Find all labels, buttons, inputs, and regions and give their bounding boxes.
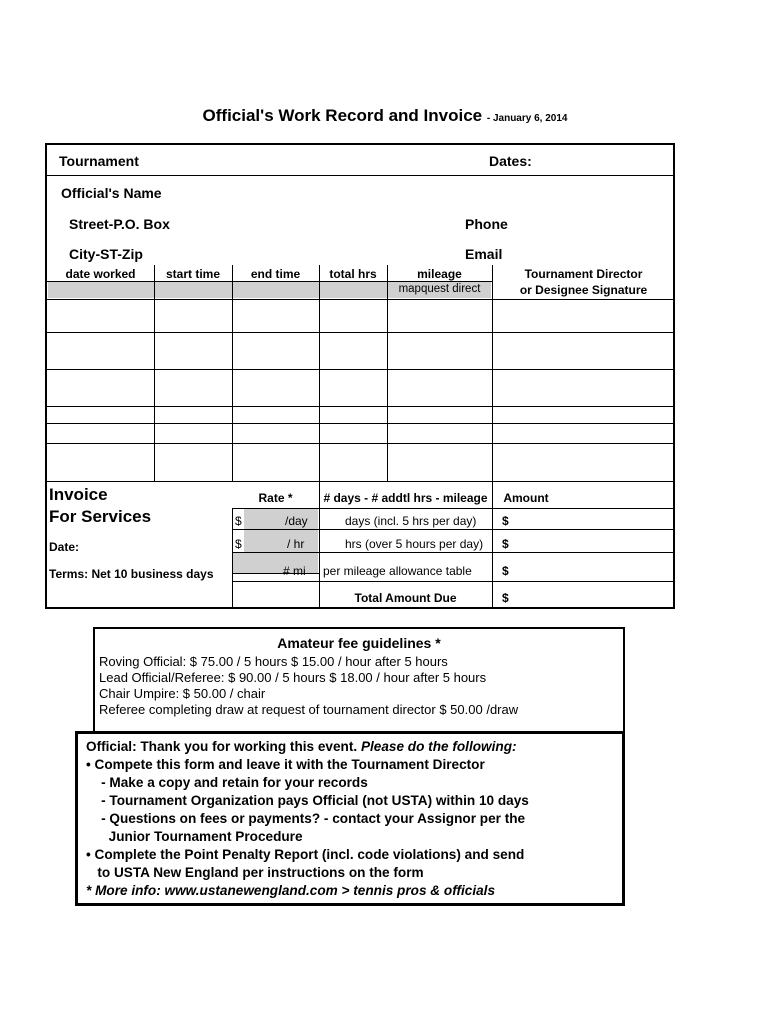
mapquest-note: mapquest direct	[398, 283, 481, 295]
col-director: Tournament Director	[524, 267, 643, 281]
grid-line	[154, 265, 155, 481]
grid-line	[492, 481, 493, 609]
row3-unit: # mi	[283, 564, 306, 578]
grid-line	[47, 481, 675, 482]
row2-dollar: $	[235, 537, 242, 551]
row2-desc: hrs (over 5 hours per day)	[345, 537, 484, 551]
invoice-terms: Terms: Net 10 business days	[49, 567, 214, 581]
more-info-link[interactable]: * More info: www.ustanewengland.com > tennis pros & officials	[86, 883, 496, 898]
thanks-line-4: - Tournament Organization pays Official (not USTA) within 10 days	[86, 793, 529, 808]
rate-cell-hr[interactable]	[244, 530, 318, 552]
row1-desc: days (incl. 5 hrs per day)	[345, 514, 477, 528]
fee-line-chair: Chair Umpire: $ 50.00 / chair	[99, 686, 266, 701]
grid-line	[47, 332, 675, 333]
grid-line	[232, 265, 233, 481]
col-date-worked: date worked	[65, 267, 136, 281]
thanks-please: Please do the following:	[360, 739, 517, 754]
thanks-intro: Official: Thank you for working this event.	[86, 739, 361, 754]
page-title	[0, 106, 770, 126]
thanks-line-7: • Complete the Point Penalty Report (incl. code violations) and send	[86, 847, 525, 862]
fee-line-lead: Lead Official/Referee: $ 90.00 / 5 hours $ 18.00 / hour after 5 hours	[99, 670, 487, 685]
fee-line-referee: Referee completing draw at request of tournament director $ 50.00 /draw	[99, 702, 519, 717]
dates-field[interactable]: Dates:	[489, 153, 532, 169]
grid-line	[47, 443, 675, 444]
thanks-line-5: - Questions on fees or payments? - contact your Assignor per the	[86, 811, 526, 826]
col-total-hrs: total hrs	[329, 267, 377, 281]
days-header: # days - # addtl hrs - mileage	[323, 491, 488, 505]
col-director-2: or Designee Signature	[519, 283, 648, 297]
rate-header: Rate *	[258, 491, 293, 505]
col-end-time: end time	[250, 267, 301, 281]
row1-amount[interactable]: $	[502, 514, 509, 528]
grid-line	[47, 299, 675, 300]
phone-field[interactable]: Phone	[465, 216, 508, 232]
invoice-title: Invoice	[49, 485, 108, 504]
instructions-box	[75, 731, 625, 906]
thanks-line-8: to USTA New England per instructions on the form	[86, 865, 424, 880]
thanks-line-6: Junior Tournament Procedure	[86, 829, 303, 844]
officials-name-field[interactable]: Official's Name	[61, 185, 162, 201]
grid-line	[233, 573, 319, 574]
grid-line	[319, 265, 320, 481]
amount-header: Amount	[503, 491, 549, 505]
city-field[interactable]: City-ST-Zip	[69, 246, 143, 262]
divider	[47, 423, 675, 424]
title-date: - January 6, 2014	[486, 113, 568, 124]
thanks-line-2: • Compete this form and leave it with the Tournament Director	[86, 757, 485, 772]
invoice-date-field[interactable]: Date:	[49, 540, 80, 554]
fee-line-roving: Roving Official: $ 75.00 / 5 hours $ 15.00 / hour after 5 hours	[99, 654, 448, 669]
row1-unit: /day	[285, 514, 308, 528]
row3-amount[interactable]: $	[502, 564, 509, 578]
email-field[interactable]: Email	[465, 246, 503, 262]
fee-guidelines-box	[93, 627, 625, 735]
grid-line	[387, 265, 388, 481]
grid-line	[47, 369, 675, 370]
total-label: Total Amount Due	[354, 591, 457, 605]
title-text: Official's Work Record and Invoice	[202, 106, 483, 125]
street-field[interactable]: Street-P.O. Box	[69, 216, 170, 232]
tournament-field[interactable]: Tournament	[59, 153, 139, 169]
grid-line	[47, 406, 675, 407]
grid-line	[492, 265, 493, 481]
row2-amount[interactable]: $	[502, 537, 509, 551]
row3-desc: per mileage allowance table	[323, 564, 472, 578]
row2-unit: / hr	[287, 537, 305, 551]
invoice-subtitle: For Services	[49, 507, 152, 526]
grid-line	[319, 481, 320, 609]
work-record-form	[45, 143, 675, 609]
fee-title: Amateur fee guidelines *	[277, 635, 441, 651]
grid-line	[47, 281, 492, 282]
col-start-time: start time	[165, 267, 221, 281]
thanks-line-3: - Make a copy and retain for your records	[86, 775, 368, 790]
grid-line	[232, 581, 675, 582]
total-amount[interactable]: $	[502, 591, 509, 605]
row1-dollar: $	[235, 514, 242, 528]
col-mileage: mileage	[417, 267, 462, 281]
divider	[47, 175, 675, 176]
thanks-line-1	[86, 739, 517, 754]
